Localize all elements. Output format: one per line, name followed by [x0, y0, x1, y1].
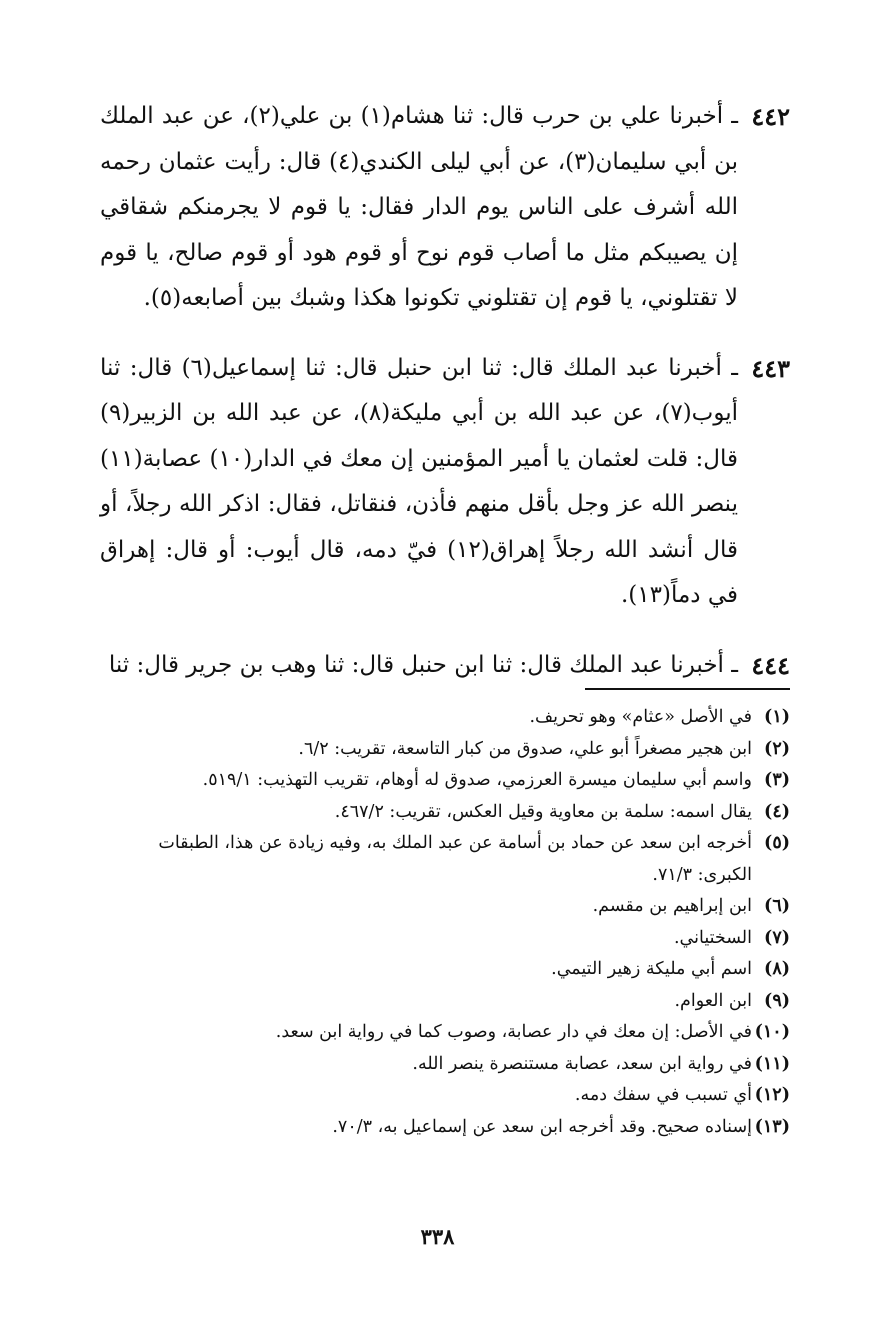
footnote-number: (١٢) — [754, 1085, 790, 1105]
entry-number: ٤٤٤ — [751, 650, 790, 680]
footnote — [100, 923, 790, 955]
footnote-number: (٤) — [764, 801, 790, 822]
footnote-number: (١٣) — [754, 1116, 790, 1137]
footnote-text: ابن إبراهيم بن مقسم. — [592, 896, 752, 916]
footnote-text: في الأصل «عثام» وهو تحريف. — [529, 707, 752, 727]
footnote-text: يقال اسمه: سلمة بن معاوية وقيل العكس، تقريب: ٤٦٧/٢. — [334, 801, 752, 822]
footnote — [100, 986, 790, 1018]
footnote — [100, 1017, 790, 1049]
footnote-number: (٣) — [764, 770, 790, 790]
footnote — [100, 797, 790, 829]
entry-text: ـ أخبرنا عبد الملك قال: ثنا ابن حنبل قال: ثنا إسماعيل(٦) قال: ثنا أيوب(٧)، عن عبد الله بن أبي مليكة(٨)، عن عبد الله بن الزبير(٩) قال: قلت لعثمان يا أمير المؤمنين إن معك في الدار(١٠) عصابة(١١) ينصر الله عز وجل بأقل منهم فأذن، فنقاتل، فقال: اذكر الله رجلاً، أو قال أنشد الله رجلاً إهراق(١٢) فيّ دمه، قال أيوب: أو قال: إهراق في دماً(١٣). — [100, 354, 738, 608]
footnote-text: السختياني. — [673, 927, 752, 948]
footnote — [100, 954, 790, 986]
footnote-number: (٢) — [764, 738, 790, 759]
footnote-number: (٦) — [764, 896, 790, 916]
footnote-text: في الأصل: إن معك في دار عصابة، وصوب كما في رواية ابن سعد. — [275, 1022, 752, 1042]
footnote-text: ابن العوام. — [674, 990, 752, 1011]
hadith-entry — [100, 643, 790, 689]
main-text — [100, 94, 790, 712]
footnote-divider — [585, 688, 790, 690]
footnote — [100, 891, 790, 923]
footnote-text: واسم أبي سليمان ميسرة العرزمي، صدوق له أوهام، تقريب التهذيب: ٥١٩/١. — [202, 770, 752, 790]
footnote-number: (١) — [764, 707, 790, 727]
footnote-text: ابن هجير مصغراً أبو علي، صدوق من كبار التاسعة، تقريب: ٦/٢. — [298, 738, 752, 759]
entry-text: ـ أخبرنا علي بن حرب قال: ثنا هشام(١) بن علي(٢)، عن عبد الملك بن أبي سليمان(٣)، عن أبي ليلى الكندي(٤) قال: رأيت عثمان رحمه الله أشرف على الناس يوم الدار فقال: يا قوم لا يجرمنكم شقاقي إن يصيبكم مثل ما أصاب قوم نوح أو قوم هود أو قوم صالح، يا قوم لا تقتلوني، يا قوم إن تقتلوني تكونوا هكذا وشبك بين أصابعه(٥). — [100, 103, 738, 311]
footnote-number: (٨) — [764, 959, 790, 979]
entry-number: ٤٤٢ — [751, 102, 790, 131]
footnote — [100, 1049, 790, 1081]
footnote — [100, 765, 790, 797]
entry-text: ـ أخبرنا عبد الملك قال: ثنا ابن حنبل قال: ثنا وهب بن جرير قال: ثنا — [108, 651, 738, 678]
footnote — [100, 1112, 790, 1144]
hadith-entry — [100, 346, 790, 619]
footnote-text: اسم أبي مليكة زهير التيمي. — [551, 959, 752, 979]
footnote-number: (١١) — [754, 1053, 790, 1074]
footnote-number: (٧) — [764, 927, 790, 948]
footnote-number: (٥) — [764, 833, 790, 853]
footnote — [100, 828, 790, 891]
hadith-entry — [100, 94, 790, 322]
footnote-number: (٩) — [764, 990, 790, 1011]
page-number: ٣٣٨ — [420, 1224, 455, 1249]
footnote — [100, 1080, 790, 1112]
footnote-number: (١٠) — [754, 1022, 790, 1042]
footnote — [100, 734, 790, 766]
footnote-text: أخرجه ابن سعد عن حماد بن أسامة عن عبد الملك به، وفيه زيادة عن هذا، الطبقات الكبرى: ٧١/٣. — [158, 833, 752, 885]
footnote-text: أي تسبب في سفك دمه. — [574, 1085, 752, 1105]
footnote — [100, 702, 790, 734]
entry-number: ٤٤٣ — [751, 353, 790, 383]
footnote-text: في رواية ابن سعد، عصابة مستنصرة ينصر الله. — [412, 1053, 752, 1074]
footnote-text: إسناده صحيح. وقد أخرجه ابن سعد عن إسماعيل به، ٧٠/٣. — [332, 1116, 752, 1137]
footnotes — [100, 702, 790, 1143]
